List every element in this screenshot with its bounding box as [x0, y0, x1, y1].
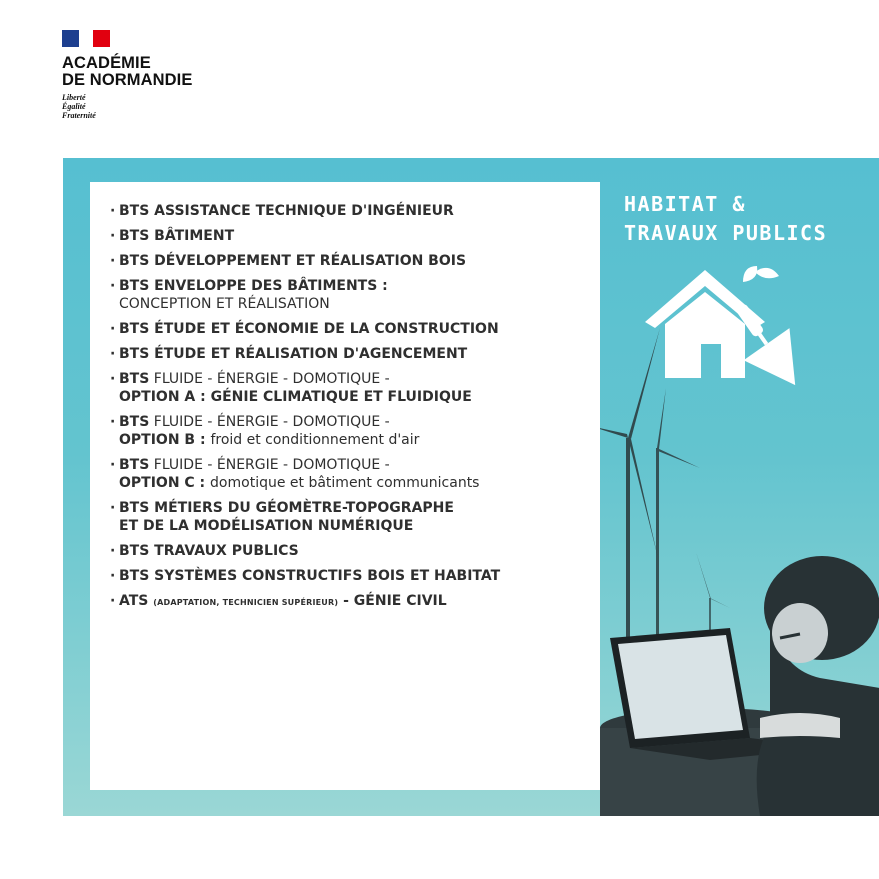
- photo-illustration: [600, 308, 879, 816]
- list-item: [110, 592, 590, 612]
- program-label: BTS SYSTÈMES CONSTRUCTIFS BOIS ET HABITAT: [119, 568, 501, 584]
- program-card: [90, 182, 600, 790]
- list-item: [110, 370, 590, 406]
- list-item: [110, 277, 590, 313]
- list-item: [110, 567, 590, 585]
- list-item: [110, 345, 590, 363]
- motto-fraternite: Fraternité: [62, 111, 96, 120]
- program-label: BTS TRAVAUX PUBLICS: [119, 543, 299, 559]
- program-label: BTS ASSISTANCE TECHNIQUE D'INGÉNIEUR: [119, 203, 454, 219]
- program-option-detail: froid et conditionnement d'air: [210, 432, 420, 448]
- program-label: ATS: [119, 593, 154, 609]
- list-item: [110, 413, 590, 449]
- academy-line2: DE NORMANDIE: [62, 71, 193, 89]
- program-sublabel: OPTION A : GÉNIE CLIMATIQUE ET FLUIDIQUE: [119, 389, 472, 405]
- list-item: [110, 499, 590, 535]
- program-sublabel: CONCEPTION ET RÉALISATION: [119, 296, 330, 312]
- program-label: BTS MÉTIERS DU GÉOMÈTRE-TOPOGRAPHE: [119, 500, 454, 516]
- program-label-rest: - GÉNIE CIVIL: [338, 593, 447, 609]
- program-label-rest: FLUIDE - ÉNERGIE - DOMOTIQUE -: [149, 414, 390, 430]
- program-label: BTS DÉVELOPPEMENT ET RÉALISATION BOIS: [119, 253, 467, 269]
- program-label: BTS ÉTUDE ET ÉCONOMIE DE LA CONSTRUCTION: [119, 321, 499, 337]
- program-label: BTS: [119, 414, 150, 430]
- academy-line1: ACADÉMIE: [62, 54, 151, 72]
- list-item: [110, 252, 590, 270]
- list-item: [110, 456, 590, 492]
- program-label-rest: FLUIDE - ÉNERGIE - DOMOTIQUE -: [149, 371, 390, 387]
- motto-liberte: Liberté: [62, 93, 86, 102]
- program-option: OPTION B :: [119, 432, 211, 448]
- program-label-rest: FLUIDE - ÉNERGIE - DOMOTIQUE -: [149, 457, 390, 473]
- title-line1: HABITAT &: [624, 192, 746, 216]
- main-panel: [63, 158, 879, 816]
- republic-motto: [62, 93, 192, 120]
- list-item: [110, 542, 590, 560]
- academy-name: [62, 55, 192, 89]
- list-item: [110, 202, 590, 220]
- program-list: [110, 202, 590, 619]
- program-label: BTS ENVELOPPE DES BÂTIMENTS :: [119, 278, 388, 294]
- list-item: [110, 320, 590, 338]
- list-item: [110, 227, 590, 245]
- program-label: BTS: [119, 371, 150, 387]
- program-option: OPTION C :: [119, 475, 211, 491]
- program-label: BTS: [119, 457, 150, 473]
- program-label: BTS ÉTUDE ET RÉALISATION D'AGENCEMENT: [119, 346, 468, 362]
- program-note: (ADAPTATION, TECHNICIEN SUPÉRIEUR): [153, 598, 339, 607]
- program-label: BTS BÂTIMENT: [119, 228, 235, 244]
- motto-egalite: Égalité: [62, 102, 86, 111]
- section-title: [624, 190, 827, 248]
- academy-logo: [62, 30, 192, 120]
- french-flag-icon: [62, 30, 110, 47]
- program-option-detail: domotique et bâtiment communicants: [210, 475, 480, 491]
- student-figure: [757, 556, 879, 816]
- title-line2: TRAVAUX PUBLICS: [624, 221, 828, 245]
- program-sublabel: ET DE LA MODÉLISATION NUMÉRIQUE: [119, 518, 414, 534]
